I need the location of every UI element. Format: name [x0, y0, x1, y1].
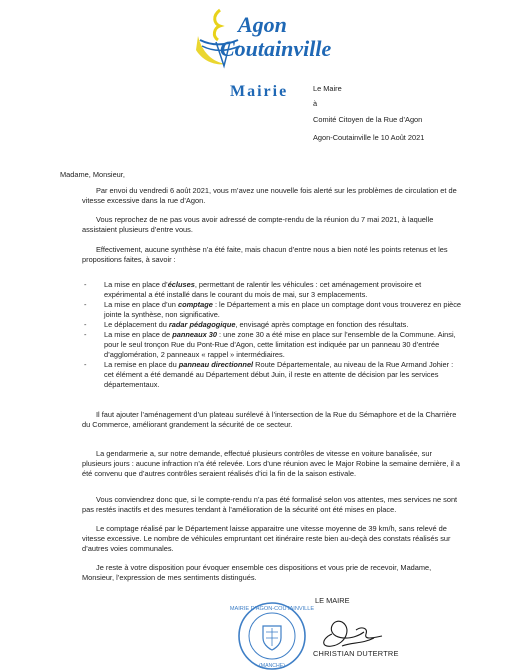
to-line: à: [313, 99, 318, 108]
paragraph-3: Effectivement, aucune synthèse n’a été faite, mais chacun d’entre nous a bien noté les points retenus et les propositions faites, à savoir :: [82, 245, 448, 264]
signatory-name: CHRISTIAN DUTERTRE: [313, 649, 399, 658]
paragraph-6: Vous conviendrez donc que, si le compte-rendu n’a pas été formalisé selon vos attentes, mes services ne sont pas restés inactifs et des mesures tendant à l’amélioration de la sécurité ont été mises en place.: [82, 495, 458, 514]
svg-text:MAIRIE D'AGON-COUTAINVILLE: MAIRIE D'AGON-COUTAINVILLE: [229, 606, 315, 612]
list-item: - Le déplacement du radar pédagogique, envisagé après comptage en fonction des résultats.: [84, 320, 409, 329]
measures-list: [82, 280, 462, 390]
svg-text:(MANCHE): (MANCHE): [259, 663, 285, 669]
paragraph-7: Le comptage réalisé par le Département laisse apparaitre une vitesse moyenne de 39 km/h, sans relevé de vitesse excessive. Le nombre de véhicules empruntant cet itinéraire reste bien au-deçà des constats réalisés sur d’autres voies communales.: [82, 524, 451, 553]
mairie-seal-stamp: [228, 598, 316, 670]
list-item: - La mise en place de panneaux 30 : une zone 30 a été mise en place sur l’ensemble de la Commune. Ainsi, pour le seul tronçon Rue du Pont-Rue d’Agon, cette limitation est indiquée par un panneau 30 d’entrée d’agglomération, 2 panneaux « rappel » intermédiaires.: [84, 330, 456, 359]
recipient-line: Comité Citoyen de la Rue d’Agon: [313, 115, 423, 124]
handwritten-signature: [312, 608, 392, 654]
agon-coutainville-logo: [190, 6, 370, 78]
paragraph-2: Vous reprochez de ne pas vous avoir adressé de compte-rendu de la réunion du 7 mai 2021, à laquelle assistaient plusieurs d’entre vous.: [82, 215, 434, 234]
paragraph-1: Par envoi du vendredi 6 août 2021, vous m’avez une nouvelle fois alerté sur les problèmes de circulation et de vitesse excessive dans la rue d’Agon.: [82, 186, 457, 205]
sender-line: Le Maire: [313, 84, 342, 93]
paragraph-5: La gendarmerie a, sur notre demande, effectué plusieurs contrôles de vitesse en voiture banalisée, sur plusieurs jours : aucune infraction n’a été relevée. Lors d’une réunion avec le Major Robine la semaine dernière, il a été convenu que d’autres contrôles seraient réalisés d’ici la fin de la saison estivale.: [82, 449, 460, 478]
paragraph-4: Il faut ajouter l’aménagement d’un plateau surélevé à l’intersection de la Rue du Sémaphore et de la Charrière du Commerce, améliorant grandement la sécurité de ce secteur.: [82, 410, 457, 429]
list-item: - La mise en place d’écluses, permettant de ralentir les véhicules : cet aménagement provisoire et expérimental a été installé dans le courant du mois de mai, sur 3 emplacements.: [84, 280, 422, 299]
logo-text-agon: Agon: [238, 12, 287, 37]
logo-text-coutainville: Coutainville: [220, 36, 332, 61]
signatory-title: LE MAIRE: [315, 596, 350, 605]
mairie-heading: Mairie: [230, 83, 289, 100]
salutation: Madame, Monsieur,: [60, 170, 125, 179]
paragraph-8: Je reste à votre disposition pour évoquer ensemble ces dispositions et vous prie de recevoir, Madame, Monsieur, l’expression de mes sentiments distingués.: [82, 563, 432, 582]
list-item: - La mise en place d’un comptage : le Département a mis en place un comptage dont vous trouverez en pièce jointe la synthèse, non significative.: [84, 300, 462, 319]
list-item: - La remise en place du panneau directionnel Route Départementale, au niveau de la Rue Armand Johier : cet élément a été demandé au Département début Juin, il reste en attente de décision par les services départementaux.: [84, 360, 454, 389]
date-line: Agon-Coutainville le 10 Août 2021: [313, 133, 425, 142]
